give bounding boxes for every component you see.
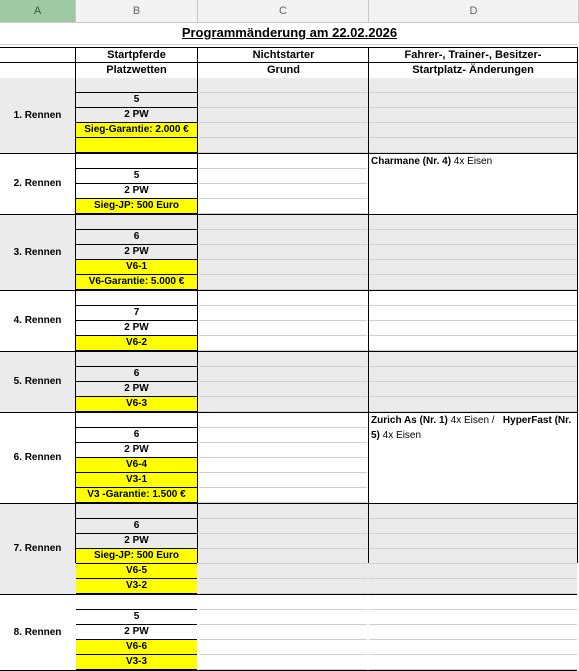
aenderung-cell[interactable]	[369, 504, 577, 519]
startpferde-cell-empty[interactable]	[76, 504, 197, 519]
startpferde-cell-empty[interactable]	[76, 215, 197, 230]
header-b-line1: Startpferde	[107, 49, 166, 61]
nichtstarter-cell[interactable]	[199, 230, 367, 245]
nichtstarter-cell[interactable]	[199, 352, 367, 367]
aenderung-cell[interactable]	[369, 245, 577, 260]
header-d-line1: Fahrer-, Trainer-, Besitzer-	[404, 49, 542, 61]
startpferde-cell[interactable]: 5	[76, 93, 197, 108]
startpferde-cell-empty[interactable]	[76, 413, 197, 428]
nichtstarter-cell[interactable]	[199, 93, 367, 108]
aenderung-cell[interactable]	[369, 564, 577, 579]
startpferde-cell[interactable]: Sieg-JP: 500 Euro	[76, 549, 197, 564]
nichtstarter-cell[interactable]	[199, 655, 367, 670]
race-label[interactable]: 8. Rennen	[13, 627, 62, 638]
nichtstarter-cell[interactable]	[199, 519, 367, 534]
header-d-line2: Startplatz- Änderungen	[412, 64, 534, 76]
startpferde-cell[interactable]	[76, 138, 197, 153]
nichtstarter-cell[interactable]	[199, 595, 367, 610]
aenderung-cell[interactable]	[369, 397, 577, 412]
nichtstarter-cell[interactable]	[199, 184, 367, 199]
startpferde-cell[interactable]: V6-Garantie: 5.000 €	[76, 275, 197, 290]
column-header-b[interactable]: B	[76, 0, 198, 22]
nichtstarter-cell[interactable]	[199, 473, 367, 488]
aenderung-cell[interactable]	[369, 291, 577, 306]
startpferde-cell[interactable]: 2 PW	[76, 108, 197, 123]
nichtstarter-cell[interactable]	[199, 215, 367, 230]
aenderung-cell[interactable]	[369, 549, 577, 564]
column-header-d[interactable]: D	[369, 0, 579, 22]
nichtstarter-cell[interactable]	[199, 534, 367, 549]
startpferde-cell[interactable]: 5	[76, 610, 197, 625]
startpferde-cell[interactable]: V6-4	[76, 458, 197, 473]
nichtstarter-cell[interactable]	[199, 138, 367, 153]
aenderung-cell[interactable]	[369, 108, 577, 123]
aenderung-cell[interactable]	[369, 123, 577, 138]
startpferde-cell[interactable]: 2 PW	[76, 443, 197, 458]
startpferde-cell[interactable]: 2 PW	[76, 321, 197, 336]
startpferde-cell[interactable]: 2 PW	[76, 625, 197, 640]
column-header-a[interactable]: A	[0, 0, 76, 22]
column-header-bar	[0, 0, 579, 23]
note-horse: Charmane (Nr. 4)	[371, 156, 452, 167]
aenderung-cell[interactable]	[369, 610, 577, 625]
startpferde-cell[interactable]: V3 -Garantie: 1.500 €	[76, 488, 197, 503]
nichtstarter-cell[interactable]	[199, 336, 367, 351]
nichtstarter-cell[interactable]	[199, 321, 367, 336]
aenderung-cell[interactable]	[369, 655, 577, 670]
nichtstarter-cell[interactable]	[199, 306, 367, 321]
startpferde-cell[interactable]: 7	[76, 306, 197, 321]
note-detail: 4x Eisen	[451, 156, 493, 167]
startpferde-cell[interactable]: V6-5	[76, 564, 197, 579]
aenderung-cell[interactable]	[369, 519, 577, 534]
aenderung-cell[interactable]	[369, 275, 577, 290]
note-horse: Fast (Nr. 5)	[371, 415, 572, 441]
startpferde-cell-empty[interactable]	[76, 154, 197, 169]
nichtstarter-cell[interactable]	[199, 260, 367, 275]
aenderung-cell[interactable]	[369, 382, 577, 397]
startpferde-cell[interactable]: V6-1	[76, 260, 197, 275]
startpferde-cell[interactable]: Sieg-Garantie: 2.000 €	[76, 123, 197, 138]
header-nichtstarter[interactable]	[198, 48, 369, 78]
startpferde-cell-empty[interactable]	[76, 291, 197, 306]
race-label[interactable]: 3. Rennen	[13, 247, 62, 258]
nichtstarter-cell[interactable]	[199, 504, 367, 519]
race-label[interactable]: 7. Rennen	[13, 543, 62, 554]
nichtstarter-cell[interactable]	[199, 413, 367, 428]
aenderung-cell[interactable]	[369, 306, 577, 321]
race-label[interactable]: 4. Rennen	[13, 315, 62, 326]
aenderung-cell[interactable]	[369, 336, 577, 351]
startpferde-cell-empty[interactable]	[76, 595, 197, 610]
header-c-line1: Nichtstarter	[252, 49, 315, 61]
nichtstarter-cell[interactable]	[199, 123, 367, 138]
note-horse: Hyper	[502, 415, 532, 426]
note-horse: Zurich As (Nr. 1)	[371, 415, 448, 426]
header-b-line2: Platzwetten	[106, 64, 167, 76]
startpferde-cell[interactable]: V6-3	[76, 397, 197, 412]
race-label[interactable]: 5. Rennen	[13, 376, 62, 387]
startpferde-cell-empty[interactable]	[76, 78, 197, 93]
aenderung-cell[interactable]	[369, 260, 577, 275]
nichtstarter-cell[interactable]	[199, 78, 367, 93]
nichtstarter-cell[interactable]	[199, 382, 367, 397]
border-right	[577, 47, 578, 563]
nichtstarter-cell[interactable]	[199, 275, 367, 290]
aenderung-cell[interactable]	[369, 78, 577, 93]
aenderung-text	[371, 154, 575, 169]
startpferde-cell[interactable]: V6-6	[76, 640, 197, 655]
nichtstarter-cell[interactable]	[199, 154, 367, 169]
nichtstarter-cell[interactable]	[199, 169, 367, 184]
startpferde-cell[interactable]: 2 PW	[76, 245, 197, 260]
startpferde-cell[interactable]: 2 PW	[76, 534, 197, 549]
startpferde-cell[interactable]: V6-2	[76, 336, 197, 351]
startpferde-cell[interactable]: 6	[76, 428, 197, 443]
aenderung-cell[interactable]	[369, 367, 577, 382]
aenderung-cell[interactable]	[369, 625, 577, 640]
aenderung-cell[interactable]	[369, 321, 577, 336]
startpferde-cell[interactable]: V3-2	[76, 579, 197, 594]
note-detail: 4x Eisen	[379, 430, 422, 441]
nichtstarter-cell[interactable]	[199, 579, 367, 594]
header-startpferde[interactable]	[76, 48, 197, 78]
nichtstarter-cell[interactable]	[199, 564, 367, 579]
aenderung-cell[interactable]	[369, 138, 577, 153]
nichtstarter-cell[interactable]	[199, 549, 367, 564]
startpferde-cell[interactable]: Sieg-JP: 500 Euro	[76, 199, 197, 214]
race-label[interactable]: 2. Rennen	[13, 178, 62, 189]
startpferde-cell[interactable]: 2 PW	[76, 184, 197, 199]
startpferde-cell[interactable]: V3-3	[76, 655, 197, 670]
aenderung-cell[interactable]	[369, 93, 577, 108]
grid-line	[0, 62, 577, 63]
border-left-c	[197, 47, 198, 563]
startpferde-cell[interactable]: V3-1	[76, 473, 197, 488]
nichtstarter-cell[interactable]	[199, 610, 367, 625]
border-left-b	[75, 47, 76, 563]
header-aenderungen[interactable]	[369, 48, 577, 78]
note-detail: 4x Eisen /	[447, 415, 498, 426]
nichtstarter-cell[interactable]	[199, 291, 367, 306]
race-label[interactable]: 1. Rennen	[13, 110, 62, 121]
column-header-c[interactable]: C	[198, 0, 369, 22]
aenderung-cell[interactable]	[369, 352, 577, 367]
header-c-line2: Grund	[267, 64, 300, 76]
aenderung-cell[interactable]	[369, 215, 577, 230]
startpferde-cell[interactable]: 6	[76, 230, 197, 245]
race-label[interactable]: 6. Rennen	[13, 452, 62, 463]
startpferde-cell[interactable]: 6	[76, 519, 197, 534]
startpferde-cell[interactable]: 6	[76, 367, 197, 382]
aenderung-cell[interactable]	[369, 579, 577, 594]
nichtstarter-cell[interactable]	[199, 245, 367, 260]
nichtstarter-cell[interactable]	[199, 488, 367, 503]
startpferde-cell[interactable]: 5	[76, 169, 197, 184]
border-left-d	[368, 47, 369, 563]
startpferde-cell-empty[interactable]	[76, 352, 197, 367]
nichtstarter-cell[interactable]	[199, 199, 367, 214]
aenderung-cell[interactable]	[369, 640, 577, 655]
nichtstarter-cell[interactable]	[199, 458, 367, 473]
nichtstarter-cell[interactable]	[199, 443, 367, 458]
nichtstarter-cell[interactable]	[199, 640, 367, 655]
aenderung-cell[interactable]	[369, 230, 577, 245]
nichtstarter-cell[interactable]	[199, 428, 367, 443]
startpferde-cell[interactable]: 2 PW	[76, 382, 197, 397]
aenderung-cell[interactable]	[369, 534, 577, 549]
nichtstarter-cell[interactable]	[199, 625, 367, 640]
sheet-title[interactable]: Programmänderung am 22.02.2026	[181, 25, 398, 40]
nichtstarter-cell[interactable]	[199, 108, 367, 123]
aenderung-text	[371, 413, 575, 443]
aenderung-cell[interactable]	[369, 595, 577, 610]
grid-line	[0, 44, 577, 45]
nichtstarter-cell[interactable]	[199, 397, 367, 412]
nichtstarter-cell[interactable]	[199, 367, 367, 382]
